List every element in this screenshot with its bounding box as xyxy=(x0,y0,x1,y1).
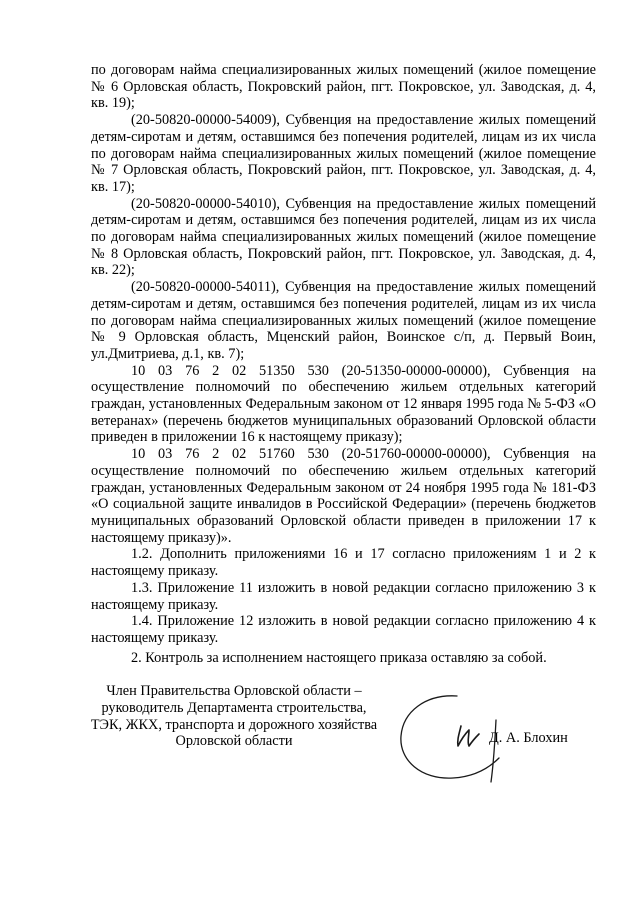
paragraph-item-2: 2. Контроль за исполнением настоящего приказа оставляю за собой. xyxy=(131,649,547,666)
paragraph-subsidy-51350: 10 03 76 2 02 51350 530 (20-51350-00000-00000), Субвенция на осуществление полномочий по обеспечению жильем отдельных категорий граждан, установленных Федеральным законом от 12 января 1995 года № 5-ФЗ «О ветеранах» (перечень бюджетов муниципальных образований Орловской области приведен в приложении 16 к настоящему приказу); xyxy=(91,362,596,446)
signatory-position xyxy=(84,683,384,750)
signatory-position-line: руководитель Департамента строительства, xyxy=(101,699,367,716)
signatory-position-line: ТЭК, ЖКХ, транспорта и дорожного хозяйства xyxy=(90,716,378,733)
paragraph-item-1-3: 1.3. Приложение 11 изложить в новой редакции согласно приложению 3 к настоящему приказу. xyxy=(91,579,596,613)
paragraph-subsidy-51760: 10 03 76 2 02 51760 530 (20-51760-00000-00000), Субвенция на осуществление полномочий по обеспечению жильем отдельных категорий граждан, установленных Федеральным законом от 24 ноября 1995 года № 181-ФЗ «О социальной защите инвалидов в Российской Федерации» (перечень бюджетов муниципальных образований Орловской области приведен в приложении 17 к настоящему приказу)». xyxy=(91,446,596,546)
paragraph-item-1-4: 1.4. Приложение 12 изложить в новой редакции согласно приложению 4 к настоящему приказу. xyxy=(91,613,596,646)
signatory-position-line: Орловской области xyxy=(175,733,293,750)
paragraph-subsidy-54011: (20-50820-00000-54011), Субвенция на предоставление жилых помещений детям-сиротам и детям, оставшимся без попечения родителей, лицам из их числа по договорам найма специализированных жилых помещений (жилое помещение № 9 Орловская область, Мценский район, Воинское с/п, д. Первый Воин, ул.Дмитриева, д.1, кв. 7); xyxy=(91,279,596,362)
paragraph-subsidy-54009: (20-50820-00000-54009), Субвенция на предоставление жилых помещений детям-сиротам и детям, оставшимся без попечения родителей, лицам из их числа по договорам найма специализированных жилых помещений (жилое помещение № 7 Орловская область, Покровский район, пгт. Покровское, ул. Заводская, д. 4, кв. 17); xyxy=(91,112,596,195)
paragraph-subsidy-54010: (20-50820-00000-54010), Субвенция на предоставление жилых помещений детям-сиротам и детям, оставшимся без попечения родителей, лицам из их числа по договорам найма специализированных жилых помещений (жилое помещение № 8 Орловская область, Покровский район, пгт. Покровское, ул. Заводская, д. 4, кв. 22); xyxy=(91,195,596,279)
paragraph-continuation: по договорам найма специализированных жилых помещений (жилое помещение № 6 Орловская область, Покровский район, пгт. Покровское, ул. Заводская, д. 4, кв. 19); xyxy=(91,62,596,112)
signer-name: Д. А. Блохин xyxy=(489,730,568,746)
document-body xyxy=(91,62,596,666)
paragraph-item-1-2: 1.2. Дополнить приложениями 16 и 17 согласно приложениям 1 и 2 к настоящему приказу. xyxy=(91,546,596,580)
signatory-position-line: Член Правительства Орловской области – xyxy=(106,683,362,699)
